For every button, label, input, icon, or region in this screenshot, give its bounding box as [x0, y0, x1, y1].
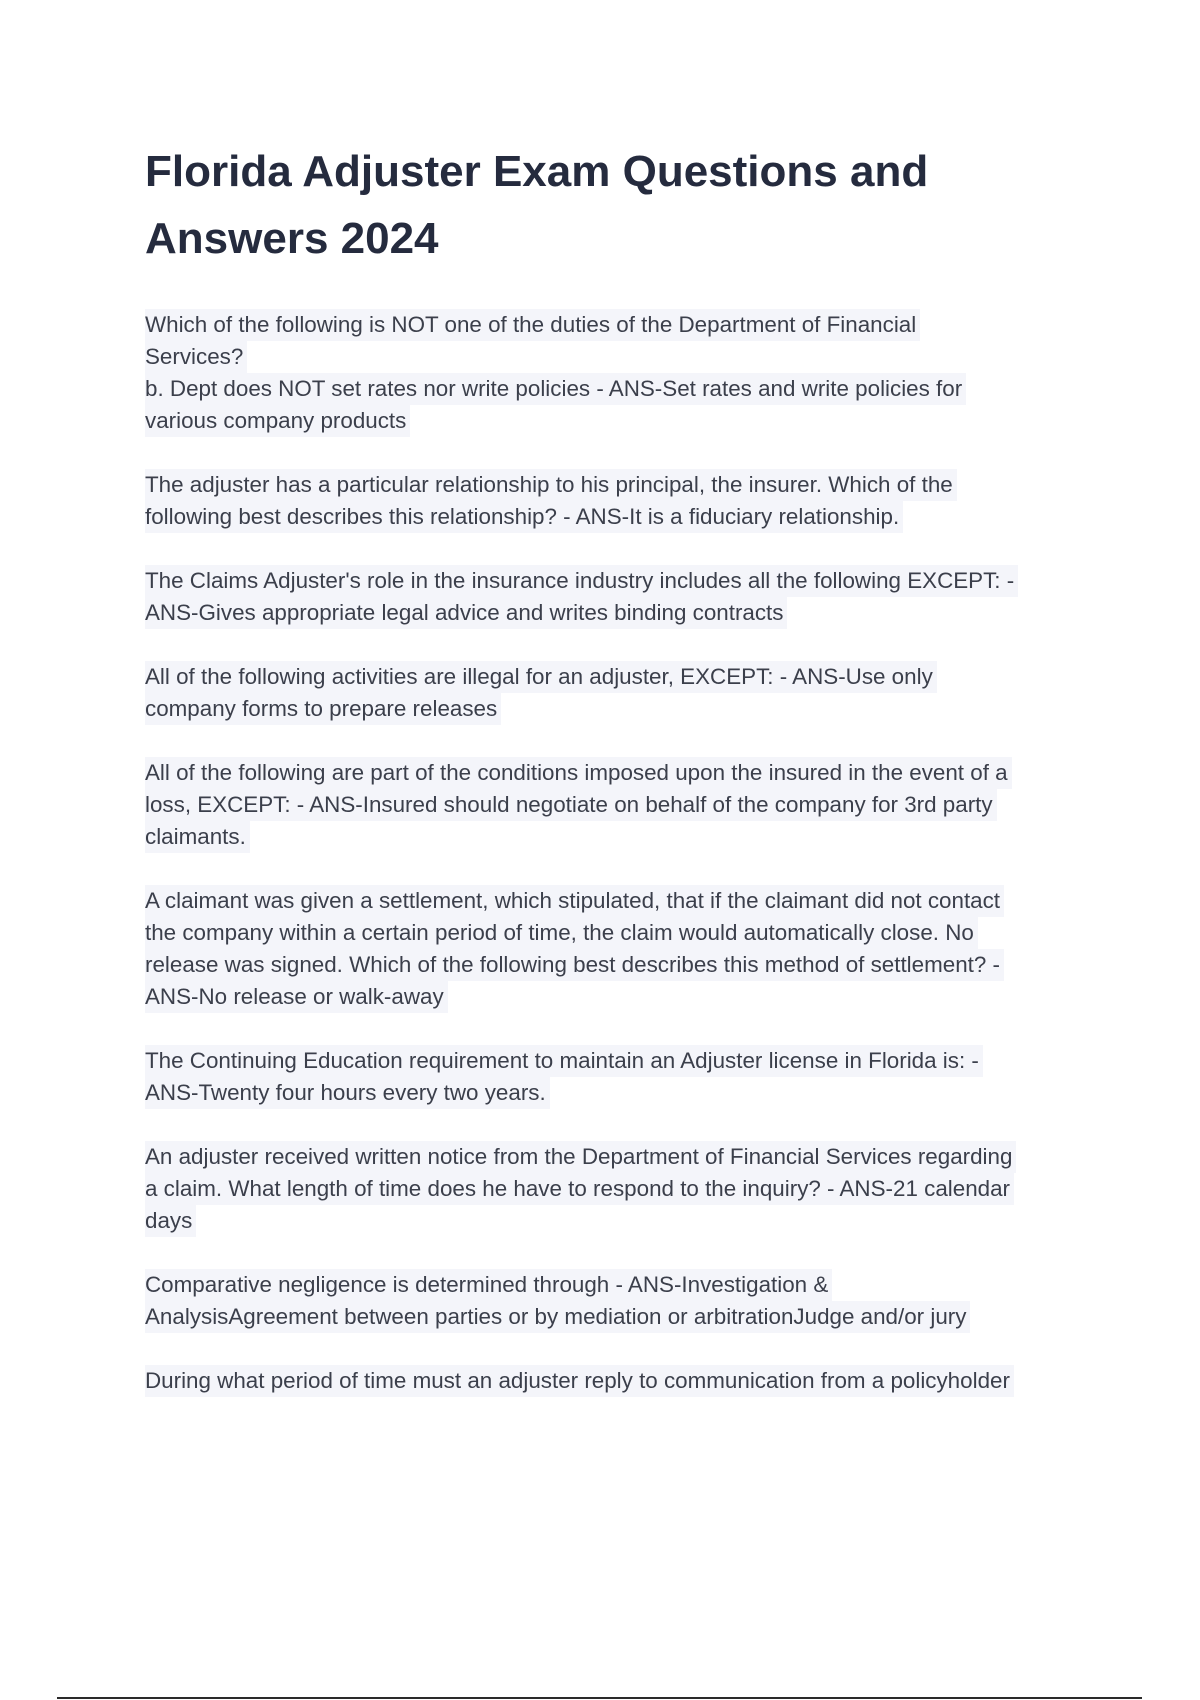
- question-answer-line: various company products: [145, 405, 410, 437]
- question-answer-line: following best describes this relationship? - ANS-It is a fiduciary relationship.: [145, 501, 903, 533]
- question-answer-item: [145, 565, 1090, 629]
- question-answer-line: days: [145, 1205, 196, 1237]
- question-answer-item: [145, 1141, 1090, 1237]
- document-title: [145, 138, 1045, 272]
- question-answer-line: loss, EXCEPT: - ANS-Insured should negotiate on behalf of the company for 3rd party: [145, 789, 997, 821]
- document-title-line-2: Answers 2024: [145, 214, 439, 263]
- question-answer-line: An adjuster received written notice from the Department of Financial Services regarding: [145, 1141, 1016, 1173]
- question-answer-line: The adjuster has a particular relationship to his principal, the insurer. Which of the: [145, 469, 957, 501]
- question-answer-line: a claim. What length of time does he have to respond to the inquiry? - ANS-21 calendar: [145, 1173, 1014, 1205]
- question-answer-item: [145, 661, 1090, 725]
- question-answer-line: During what period of time must an adjuster reply to communication from a policyholder: [145, 1365, 1014, 1397]
- question-answer-line: A claimant was given a settlement, which stipulated, that if the claimant did not contact: [145, 885, 1004, 917]
- question-answer-item: [145, 1269, 1090, 1333]
- question-answer-line: b. Dept does NOT set rates nor write policies - ANS-Set rates and write policies for: [145, 373, 966, 405]
- question-answer-line: AnalysisAgreement between parties or by mediation or arbitrationJudge and/or jury: [145, 1301, 970, 1333]
- question-answer-line: All of the following activities are illegal for an adjuster, EXCEPT: - ANS-Use only: [145, 661, 937, 693]
- question-answer-line: ANS-No release or walk-away: [145, 981, 448, 1013]
- page-footer-rule: [57, 1697, 1142, 1699]
- question-answer-line: Services?: [145, 341, 247, 373]
- question-answer-line: The Claims Adjuster's role in the insurance industry includes all the following EXCEPT: -: [145, 565, 1018, 597]
- question-answer-line: ANS-Twenty four hours every two years.: [145, 1077, 550, 1109]
- question-answer-line: The Continuing Education requirement to maintain an Adjuster license in Florida is: -: [145, 1045, 983, 1077]
- question-answer-line: company forms to prepare releases: [145, 693, 501, 725]
- question-answer-line: release was signed. Which of the following best describes this method of settlement? -: [145, 949, 1004, 981]
- question-answer-line: ANS-Gives appropriate legal advice and writes binding contracts: [145, 597, 787, 629]
- question-answer-item: [145, 309, 1090, 437]
- question-answer-item: [145, 885, 1090, 1013]
- question-answer-item: [145, 469, 1090, 533]
- question-answer-item: [145, 1045, 1090, 1109]
- question-answer-line: the company within a certain period of time, the claim would automatically close. No: [145, 917, 978, 949]
- question-answer-item: [145, 757, 1090, 853]
- document-title-line-1: Florida Adjuster Exam Questions and: [145, 147, 929, 196]
- question-answer-line: Comparative negligence is determined through - ANS-Investigation &: [145, 1269, 832, 1301]
- question-answer-line: Which of the following is NOT one of the duties of the Department of Financial: [145, 309, 920, 341]
- question-answer-line: All of the following are part of the conditions imposed upon the insured in the event of a: [145, 757, 1012, 789]
- question-answer-list: [145, 309, 1090, 1429]
- question-answer-item: [145, 1365, 1090, 1397]
- question-answer-line: claimants.: [145, 821, 250, 853]
